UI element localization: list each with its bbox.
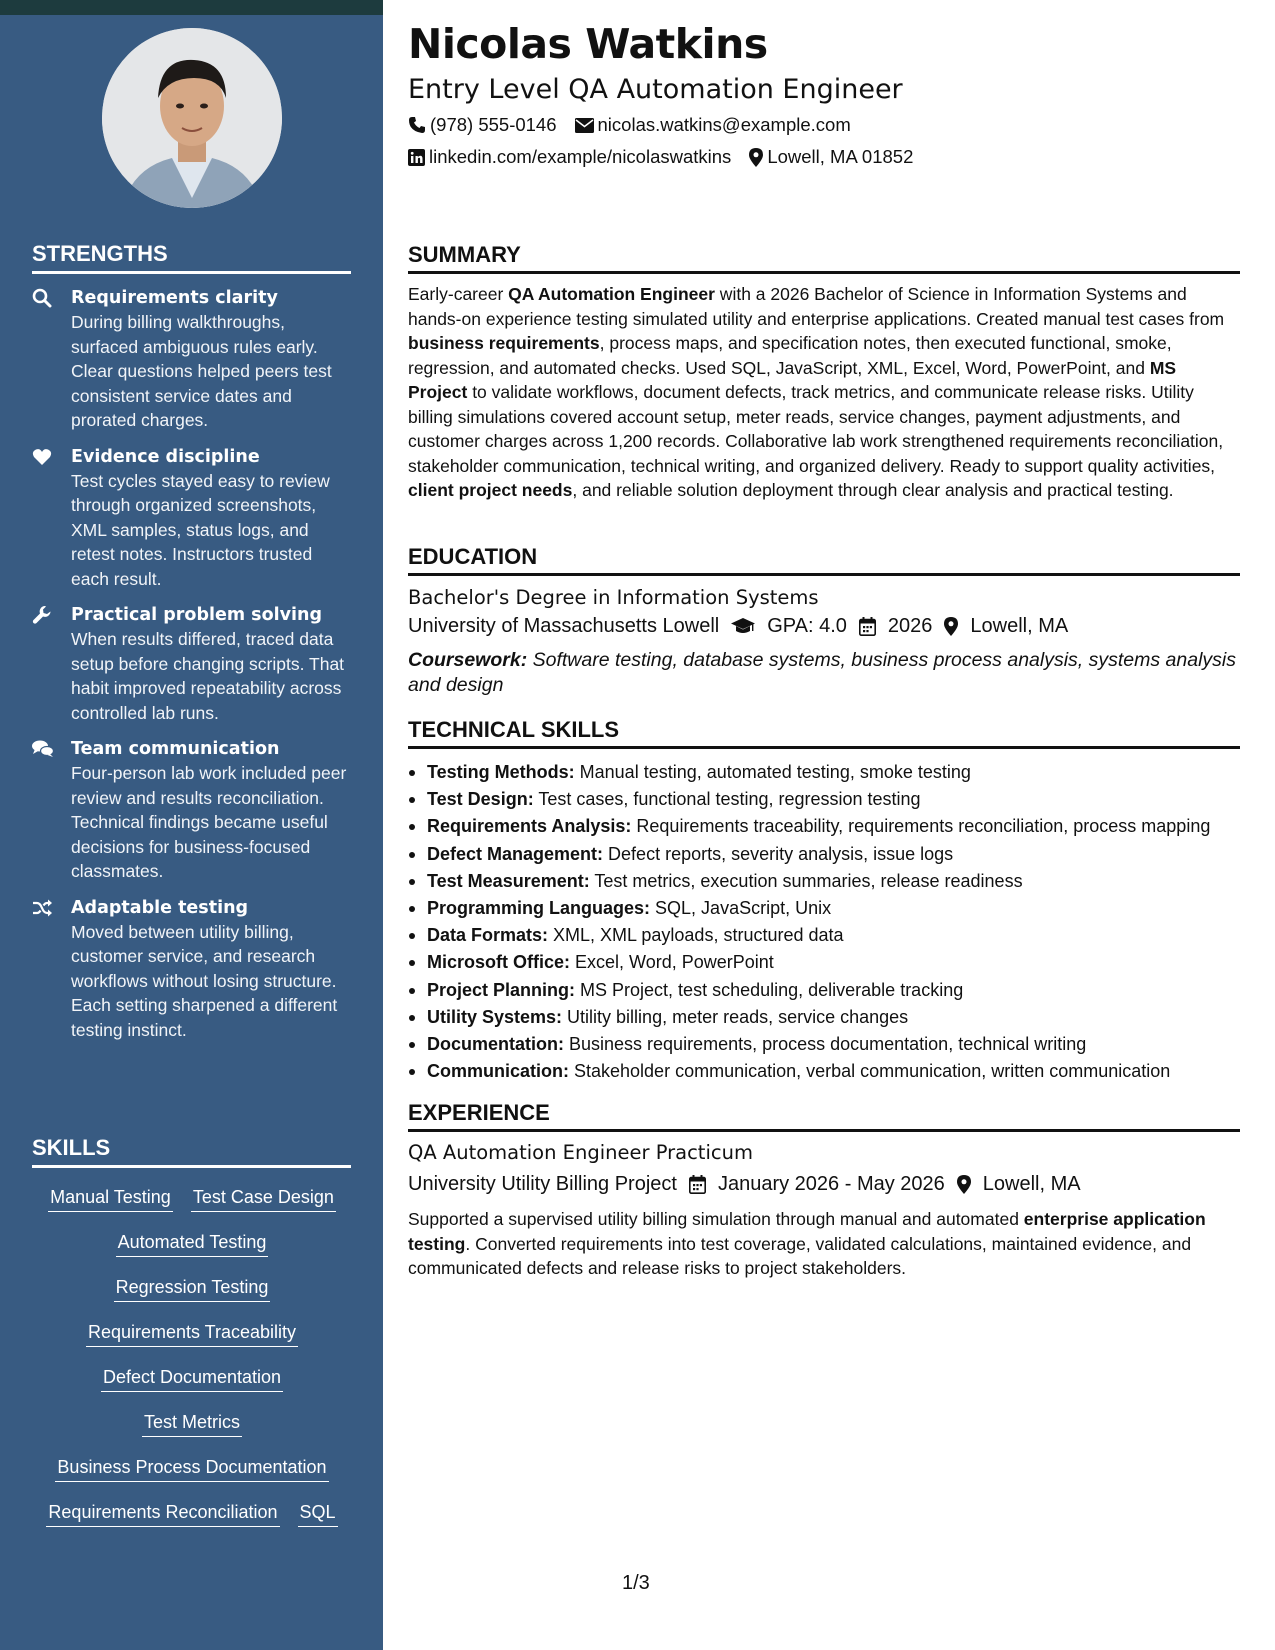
skills-heading: SKILLS (32, 1135, 351, 1168)
contact-row-2 (408, 146, 913, 168)
skill-tag: Requirements Reconciliation (46, 1501, 279, 1527)
candidate-name: Nicolas Watkins (408, 20, 768, 68)
list-item: Data Formats: XML, XML payloads, structured data (408, 922, 1248, 949)
education-meta (408, 615, 1068, 638)
map-pin-icon (749, 148, 763, 167)
skill-tag: Test Metrics (142, 1411, 242, 1437)
list-item: Utility Systems: Utility billing, meter reads, service changes (408, 1004, 1248, 1031)
skill-tag: Defect Documentation (101, 1366, 283, 1392)
coursework-text: Software testing, database systems, business process analysis, systems analysis and design (408, 649, 1237, 696)
skills-tags (32, 1186, 352, 1546)
strength-item (32, 737, 352, 884)
strength-title: Team communication (71, 739, 280, 759)
experience-meta (408, 1173, 1081, 1196)
list-item: Testing Methods: Manual testing, automated testing, smoke testing (408, 759, 1248, 786)
coursework-label: Coursework: (408, 649, 528, 671)
location-contact (749, 146, 913, 168)
strength-description: When results differed, traced data setup before changing scripts. That habit improved repeatability across controlled lab runs. (71, 629, 345, 723)
education-location: Lowell, MA (970, 615, 1069, 637)
phone-contact (408, 114, 557, 136)
strength-description: Moved between utility billing, customer service, and research workflows without losing structure. Each setting sharpened a different testing instinct. (71, 921, 338, 1040)
strength-description: Test cycles stayed easy to review through organized screenshots, XML samples, status logs, and retest notes. Instructors trusted each result. (71, 470, 330, 589)
sidebar (0, 0, 383, 1650)
role-title: QA Automation Engineer Practicum (408, 1141, 753, 1164)
list-item: Programming Languages: SQL, JavaScript, Unix (408, 895, 1248, 922)
map-pin-icon (957, 1175, 971, 1194)
list-item: Defect Management: Defect reports, severity analysis, issue logs (408, 841, 1248, 868)
list-item: Project Planning: MS Project, test scheduling, deliverable tracking (408, 977, 1248, 1004)
sidebar-top-bar (0, 0, 383, 15)
skill-tag: Test Case Design (191, 1186, 336, 1212)
email-address: nicolas.watkins@example.com (597, 114, 851, 135)
skill-tag: Regression Testing (114, 1276, 271, 1302)
gpa: GPA: 4.0 (767, 615, 847, 637)
list-item: Documentation: Business requirements, process documentation, technical writing (408, 1031, 1248, 1058)
graduation-cap-icon (731, 618, 755, 635)
strength-title: Adaptable testing (71, 897, 249, 918)
search-icon (32, 288, 54, 308)
strength-description: During billing walkthroughs, surfaced ambiguous rules early. Clear questions helped peers test consistent service dates and prorated charges. (71, 312, 332, 430)
graduation-year: 2026 (887, 615, 933, 637)
experience-description: Supported a supervised utility billing simulation through manual and automated enterprise application testing. Converted requirements into test coverage, validated calculations, maintained evidence, and communicated defects and release risks to project stakeholders. (408, 1209, 1206, 1278)
list-item: Test Measurement: Test metrics, execution summaries, release readiness (408, 868, 1248, 895)
envelope-icon (575, 118, 594, 133)
technical-skills-list (408, 759, 1248, 1085)
list-item: Communication: Stakeholder communication, verbal communication, written communication (408, 1058, 1248, 1085)
strengths-heading: STRENGTHS (32, 241, 351, 274)
strength-item (32, 896, 352, 1043)
skill-tag: Requirements Traceability (86, 1321, 298, 1347)
comments-icon (32, 739, 54, 759)
strength-item (32, 445, 352, 592)
wrench-icon (32, 605, 54, 625)
coursework (408, 648, 1240, 697)
strength-title: Evidence discipline (71, 446, 260, 467)
profile-photo (102, 28, 282, 208)
strength-description: Four-person lab work included peer review and results reconciliation. Technical findings became useful decisions for business-focused classmates. (71, 763, 347, 881)
list-item: Requirements Analysis: Requirements traceability, requirements reconciliation, process mapping (408, 813, 1248, 840)
strength-title: Practical problem solving (71, 605, 323, 625)
list-item: Test Design: Test cases, functional testing, regression testing (408, 786, 1248, 813)
technical-skills-heading: TECHNICAL SKILLS (408, 717, 1240, 749)
linkedin-url: linkedin.com/example/nicolaswatkins (429, 146, 732, 167)
page-number: 1/3 (622, 1572, 650, 1594)
company-name: University Utility Billing Project (408, 1173, 677, 1195)
calendar-icon (689, 1175, 706, 1194)
school-name: University of Massachusetts Lowell (408, 615, 720, 637)
degree-title: Bachelor's Degree in Information Systems (408, 586, 819, 609)
phone-number: (978) 555-0146 (430, 114, 557, 135)
linkedin-icon (408, 149, 425, 166)
skill-tag: Manual Testing (48, 1186, 173, 1212)
map-pin-icon (944, 617, 958, 636)
email-contact[interactable] (575, 114, 851, 136)
contact-row-1 (408, 114, 851, 136)
skill-tag: SQL (298, 1501, 338, 1527)
job-title: Entry Level QA Automation Engineer (408, 74, 903, 105)
skill-tag: Business Process Documentation (55, 1456, 328, 1482)
phone-icon (408, 116, 426, 134)
strength-item (32, 286, 352, 433)
experience-dates: January 2026 - May 2026 (717, 1173, 945, 1195)
skill-tag: Automated Testing (116, 1231, 269, 1257)
linkedin-contact[interactable] (408, 146, 731, 168)
calendar-icon (859, 617, 876, 636)
location-text: Lowell, MA 01852 (767, 146, 914, 167)
strengths-list (32, 286, 352, 1054)
education-heading: EDUCATION (408, 544, 1240, 576)
summary-heading: SUMMARY (408, 242, 1240, 274)
strength-title: Requirements clarity (71, 288, 278, 308)
strength-item (32, 603, 352, 725)
shuffle-icon (32, 898, 54, 918)
experience-location: Lowell, MA (982, 1173, 1081, 1195)
list-item: Microsoft Office: Excel, Word, PowerPoint (408, 949, 1248, 976)
summary-text: Early-career QA Automation Engineer with a 2026 Bachelor of Science in Information Systems and hands-on experience testing simulated utility and enterprise applications. Created manual test cases from business requirements, process maps, and specification notes, then executed functional, smoke, regression, and automated checks. Used SQL, JavaScript, XML, Excel, Word, PowerPoint, and MS Project to validate workflows, document defects, track metrics, and communicate release risks. Utility billing simulations covered account setup, meter reads, service changes, payment adjustments, and customer charges across 1,200 records. Collaborative lab work strengthened requirements reconciliation, stakeholder communication, technical writing, and organized delivery. Ready to support quality activities, client project needs, and reliable solution deployment through clear analysis and practical testing. (408, 284, 1225, 500)
heart-icon (32, 447, 54, 467)
experience-heading: EXPERIENCE (408, 1100, 1240, 1132)
